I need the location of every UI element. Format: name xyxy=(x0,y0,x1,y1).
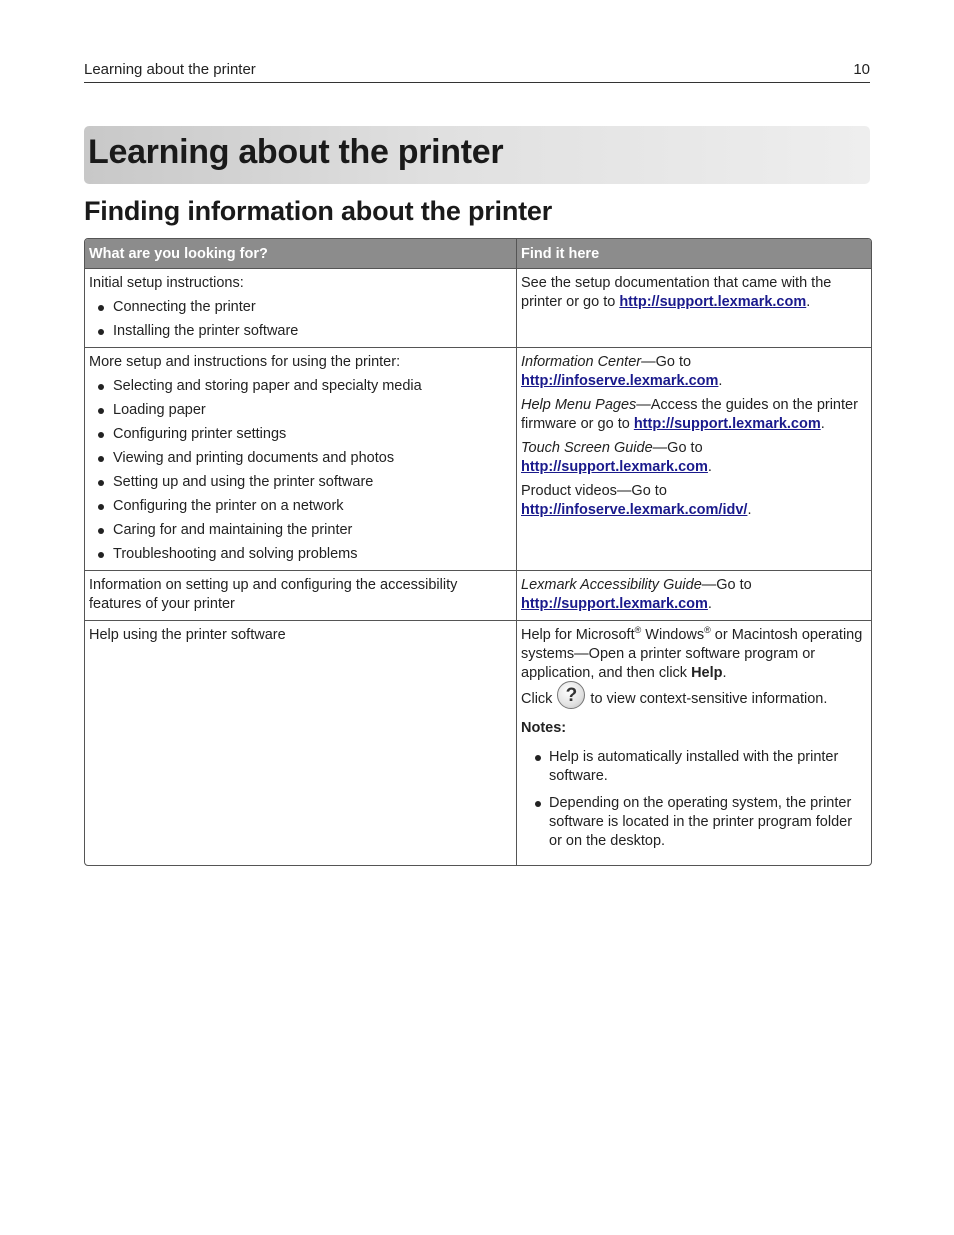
resource-text: Product videos—Go to xyxy=(521,483,667,499)
table-cell xyxy=(517,621,869,865)
list-item: Troubleshooting and solving problems xyxy=(89,545,512,564)
table-row xyxy=(85,347,871,570)
list-item: Viewing and printing documents and photos xyxy=(89,449,512,468)
punctuation: . xyxy=(707,596,712,612)
chapter-title-band xyxy=(84,126,870,184)
support-link[interactable]: http://support.lexmark.com xyxy=(619,294,807,310)
section-title: Finding information about the printer xyxy=(84,196,553,226)
resource-entry xyxy=(521,439,865,477)
table-header-row xyxy=(85,239,871,268)
row-intro: More setup and instructions for using the printer: xyxy=(89,354,401,370)
list-item: Selecting and storing paper and specialty media xyxy=(89,377,512,396)
resource-text: —Go to xyxy=(701,577,752,593)
row-text: Help using the printer software xyxy=(89,627,286,643)
page-number: 10 xyxy=(853,61,870,78)
punctuation: . xyxy=(747,502,752,518)
infoserve-link[interactable]: http://infoserve.lexmark.com xyxy=(521,373,719,389)
column-header-find-it-here: Find it here xyxy=(521,246,600,262)
resource-title: Touch Screen Guide xyxy=(521,440,653,456)
resource-title: Lexmark Accessibility Guide xyxy=(521,577,702,593)
list-item: Depending on the operating system, the printer software is located in the printer program folder or on the desktop. xyxy=(521,794,865,851)
help-icon-line xyxy=(521,685,865,709)
row-intro: Initial setup instructions: xyxy=(89,275,244,291)
support-link[interactable]: http://support.lexmark.com xyxy=(521,459,708,475)
list-item: Loading paper xyxy=(89,401,512,420)
column-header-looking-for: What are you looking for? xyxy=(85,239,517,268)
find-text: See the setup documentation that came with the printer or go to xyxy=(521,275,832,310)
help-text: Help for Microsoft xyxy=(521,627,635,643)
chapter-title: Learning about the printer xyxy=(88,133,504,171)
notes-label: Notes: xyxy=(521,720,567,736)
table-row xyxy=(85,268,871,347)
list-item: Caring for and maintaining the printer xyxy=(89,521,512,540)
resource-title: Information Center xyxy=(521,354,642,370)
table-row xyxy=(85,620,871,865)
help-paragraph xyxy=(521,626,865,683)
videos-link[interactable]: http://infoserve.lexmark.com/idv/ xyxy=(521,502,748,518)
table-cell xyxy=(517,571,869,620)
resource-entry xyxy=(521,482,865,520)
table-row xyxy=(85,570,871,620)
notes-list xyxy=(521,748,865,851)
help-text: or Macintosh operating systems—Open a printer software program or application, and then click xyxy=(521,627,863,681)
table-cell xyxy=(85,269,517,347)
list-item: Connecting the printer xyxy=(89,298,512,317)
click-rest-text: to view context-sensitive information. xyxy=(590,690,828,707)
punctuation: . xyxy=(718,373,723,389)
info-table xyxy=(84,238,872,866)
running-header-title: Learning about the printer xyxy=(84,61,256,78)
table-cell xyxy=(517,348,869,570)
registered-mark: ® xyxy=(704,625,711,636)
bullet-list xyxy=(89,377,512,564)
help-bold: Help xyxy=(691,665,723,681)
row-text: Information on setting up and configuring the accessibility features of your printer xyxy=(89,577,458,612)
click-label: Click xyxy=(521,690,553,707)
help-question-icon: ? xyxy=(557,681,585,709)
registered-mark: ® xyxy=(634,625,642,636)
table-cell xyxy=(85,348,517,570)
resource-text: —Access the guides on the printer firmware or go to xyxy=(521,397,858,432)
bullet-list xyxy=(89,298,512,341)
table-cell xyxy=(517,269,869,347)
resource-text: —Go to xyxy=(641,354,692,370)
resource-entry xyxy=(521,353,865,391)
table-cell xyxy=(85,571,517,620)
help-text: Windows xyxy=(641,627,705,643)
punctuation: . xyxy=(707,459,712,475)
punctuation: . xyxy=(820,416,825,432)
list-item: Configuring printer settings xyxy=(89,425,512,444)
list-item: Help is automatically installed with the printer software. xyxy=(521,748,865,786)
punctuation: . xyxy=(722,665,727,681)
resource-text: —Go to xyxy=(652,440,703,456)
resource-entry xyxy=(521,396,865,434)
punctuation: . xyxy=(806,294,811,310)
resource-title: Help Menu Pages xyxy=(521,397,637,413)
table-cell xyxy=(85,621,517,865)
running-header xyxy=(84,61,870,83)
support-link[interactable]: http://support.lexmark.com xyxy=(521,596,708,612)
list-item: Configuring the printer on a network xyxy=(89,497,512,516)
list-item: Installing the printer software xyxy=(89,322,512,341)
list-item: Setting up and using the printer software xyxy=(89,473,512,492)
support-link[interactable]: http://support.lexmark.com xyxy=(633,416,821,432)
